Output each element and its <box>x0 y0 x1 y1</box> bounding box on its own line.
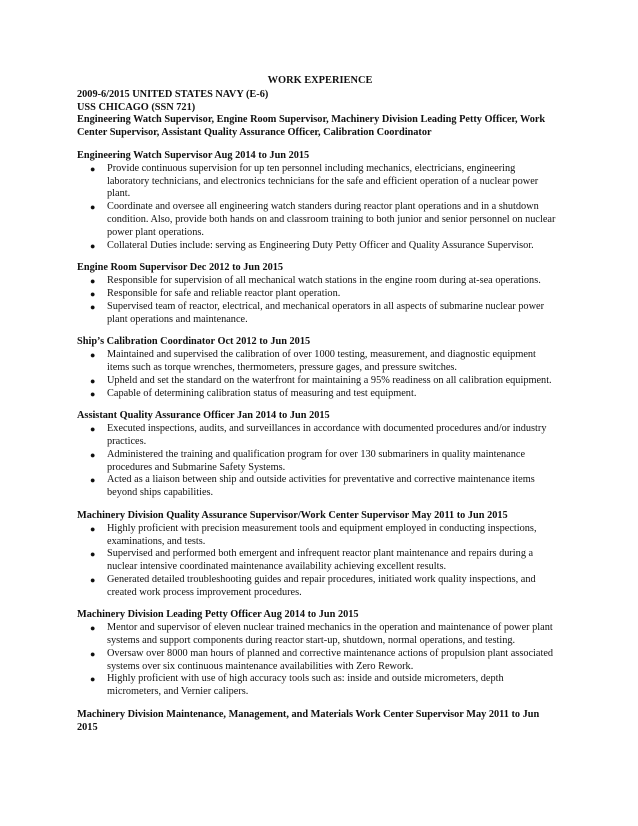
bullet-icon: ● <box>90 288 96 299</box>
bullet-list <box>77 275 557 326</box>
bullet-list <box>77 163 557 253</box>
job-section <box>77 410 557 500</box>
bullet-item <box>77 349 557 375</box>
bullet-item <box>77 375 557 388</box>
job-title: Machinery Division Maintenance, Management, and Materials Work Center Supervisor May 2011 to Jun 2015 <box>77 709 540 733</box>
employer-dates: 2009-6/2015 UNITED STATES NAVY (E-6) <box>77 88 269 100</box>
bullet-icon: ● <box>90 674 96 685</box>
bullet-text: Supervised and performed both emergent and infrequent reactor plant maintenance and repairs during a nuclear intensive coordinated maintenance availability achieving excellent results. <box>107 548 534 573</box>
bullet-icon: ● <box>90 388 96 399</box>
bullet-item <box>77 574 557 600</box>
bullet-item <box>77 523 557 549</box>
bullet-text: Highly proficient with precision measurement tools and equipment employed in conducting inspections, examinations, and tests. <box>107 522 537 547</box>
bullet-icon: ● <box>90 623 96 634</box>
bullet-icon: ● <box>90 424 96 435</box>
bullet-item <box>77 201 557 239</box>
job-section <box>77 150 557 252</box>
bullet-icon: ● <box>90 574 96 585</box>
job-section <box>77 609 557 699</box>
bullet-text: Upheld and set the standard on the waterfront for maintaining a 95% readiness on all calibration equipment. <box>107 374 552 386</box>
bullet-text: Highly proficient with use of high accuracy tools such as: inside and outside micrometers, depth micrometers, and Vernier calipers. <box>107 673 504 698</box>
job-title: Engineering Watch Supervisor Aug 2014 to Jun 2015 <box>77 149 310 161</box>
bullet-text: Responsible for safe and reliable reactor plant operation. <box>107 287 341 299</box>
bullet-item <box>77 449 557 475</box>
bullet-text: Generated detailed troubleshooting guides and repair procedures, initiated work quality inspections, and created work process improvement procedures. <box>107 573 536 598</box>
bullet-icon: ● <box>90 240 96 251</box>
bullet-text: Capable of determining calibration status of measuring and test equipment. <box>107 387 417 399</box>
bullet-list <box>77 349 557 400</box>
bullet-text: Oversaw over 8000 man hours of planned and corrective maintenance actions of propulsion plant associated systems over six continuous maintenance availabilities with Zero Rework. <box>107 647 554 672</box>
bullet-item <box>77 548 557 574</box>
bullet-icon: ● <box>90 449 96 460</box>
bullet-text: Responsible for supervision of all mechanical watch stations in the engine room during at-sea operations. <box>107 275 541 287</box>
bullet-icon: ● <box>90 375 96 386</box>
job-title: Ship’s Calibration Coordinator Oct 2012 to Jun 2015 <box>77 336 311 348</box>
bullet-text: Mentor and supervisor of eleven nuclear trained mechanics in the operation and maintenance of power plant systems and support components during reactor start-up, shutdown, normal operations, and testing. <box>107 622 553 647</box>
bullet-icon: ● <box>90 202 96 213</box>
job-section <box>77 709 557 735</box>
bullet-item <box>77 163 557 201</box>
job-section <box>77 262 557 326</box>
job-section <box>77 510 557 600</box>
bullet-icon: ● <box>90 523 96 534</box>
job-title: Machinery Division Leading Petty Officer Aug 2014 to Jun 2015 <box>77 609 359 621</box>
bullet-text: Executed inspections, audits, and surveillances in accordance with documented procedures and/or industry practices. <box>107 423 547 447</box>
bullet-list <box>77 622 557 699</box>
job-title: Assistant Quality Assurance Officer Jan 2014 to Jun 2015 <box>77 410 330 422</box>
positions-summary: Engineering Watch Supervisor, Engine Room Supervisor, Machinery Division Leading Petty Officer, Work Center Supervisor, Assistant Quality Assurance Officer, Calibration Coordinator <box>77 114 546 139</box>
bullet-text: Coordinate and oversee all engineering watch standers during reactor plant operations and in a shutdown condition. Also, provide both hands on and classroom training to both junior and senior personnel on nuclear power plant operations. <box>107 201 556 238</box>
bullet-text: Administered the training and qualification program for over 130 submariners in quality maintenance procedures and Submarine Safety Systems. <box>107 448 526 473</box>
bullet-item <box>77 240 557 253</box>
bullet-text: Collateral Duties include: serving as Engineering Duty Petty Officer and Quality Assurance Supervisor. <box>107 239 534 251</box>
bullet-text: Maintained and supervised the calibration of over 1000 testing, measurement, and diagnostic equipment items such as torque wrenches, thermometers, pressure gages, and pressure switches. <box>107 349 536 373</box>
bullet-icon: ● <box>90 648 96 659</box>
bullet-text: Provide continuous supervision for up ten personnel including mechanics, electricians, engineering laboratory technicians, and electronics technicians for the safe and efficient operation of a nuclear power plant. <box>107 162 539 200</box>
bullet-icon: ● <box>90 301 96 312</box>
bullet-list <box>77 523 557 600</box>
document-body <box>77 75 557 735</box>
bullet-icon: ● <box>90 475 96 486</box>
bullet-item <box>77 288 557 301</box>
bullet-item <box>77 388 557 401</box>
bullet-icon: ● <box>90 549 96 560</box>
bullet-item <box>77 648 557 674</box>
ship-name: USS CHICAGO (SSN 721) <box>77 101 196 113</box>
bullet-icon: ● <box>90 276 96 287</box>
bullet-item <box>77 673 557 699</box>
bullet-item <box>77 301 557 327</box>
bullet-item <box>77 474 557 500</box>
section-title: WORK EXPERIENCE <box>267 75 373 86</box>
bullet-text: Acted as a liaison between ship and outside activities for preventative and corrective maintenance items beyond ships capabilities. <box>107 474 535 499</box>
job-title: Machinery Division Quality Assurance Supervisor/Work Center Supervisor May 2011 to Jun 2015 <box>77 509 508 521</box>
job-list <box>77 150 557 735</box>
bullet-text: Supervised team of reactor, electrical, and mechanical operators in all aspects of submarine nuclear power plant operations and maintenance. <box>107 300 545 325</box>
bullet-item <box>77 275 557 288</box>
job-section <box>77 336 557 400</box>
bullet-list <box>77 423 557 500</box>
bullet-item <box>77 622 557 648</box>
bullet-icon: ● <box>90 163 96 174</box>
job-title: Engine Room Supervisor Dec 2012 to Jun 2015 <box>77 262 284 274</box>
bullet-icon: ● <box>90 350 96 361</box>
bullet-item <box>77 423 557 449</box>
